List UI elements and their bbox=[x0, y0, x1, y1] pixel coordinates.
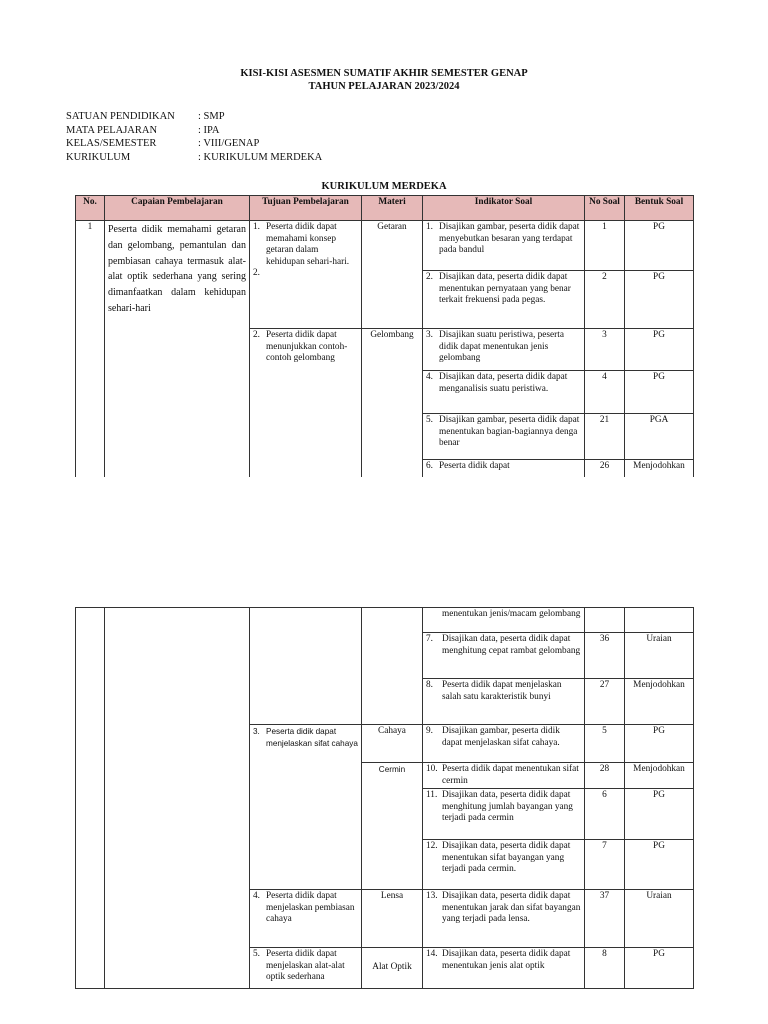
meta-label: MATA PELAJARAN bbox=[66, 124, 158, 136]
row-number-continued bbox=[76, 608, 105, 989]
indikator-cell: 4. Disajikan data, peserta didik dapat menganalisis suatu peristiwa. bbox=[423, 371, 585, 414]
no-soal-cell: 6 bbox=[585, 789, 625, 840]
bentuk-soal-cell: PG bbox=[625, 789, 694, 840]
indikator-cell: 7. Disajikan data, peserta didik dapat menghitung cepat rambat gelombang bbox=[423, 633, 585, 679]
meta-label: SATUAN PENDIDIKAN bbox=[66, 111, 175, 122]
indikator-cell: 10. Peserta didik dapat menentukan sifat cermin bbox=[423, 763, 585, 789]
identity-block bbox=[66, 110, 322, 164]
no-soal-cell: 37 bbox=[585, 890, 625, 948]
tujuan-item: 2. Peserta didik dapat menunjukkan contoh-contoh gelombang bbox=[253, 330, 348, 364]
meta-row bbox=[66, 137, 322, 151]
kisi-kisi-table-page-2 bbox=[75, 607, 694, 989]
no-soal-cell: 27 bbox=[585, 679, 625, 725]
header-bentuk: Bentuk Soal bbox=[625, 196, 694, 221]
indikator-cell: 13. Disajikan data, peserta didik dapat menentukan jarak dan sifat bayangan yang terjadi pada lensa. bbox=[423, 890, 585, 948]
bentuk-soal-cell: Uraian bbox=[625, 890, 694, 948]
bentuk-soal-cell: PG bbox=[625, 271, 694, 329]
meta-label: KELAS/SEMESTER bbox=[66, 138, 157, 149]
capaian-cell: Peserta didik memahami getaran dan gelombang, pemantulan dan pembiasan cahaya termasuk alat- alat optik sederhana yang sering dimanfaatkan dalam kehidupan sehari-hari bbox=[105, 221, 250, 477]
table-header-row bbox=[76, 196, 694, 221]
indikator-cell: 1. Disajikan gambar, peserta didik dapat menyebutkan besaran yang terdapat pada bandul bbox=[423, 221, 585, 271]
tujuan-cell bbox=[250, 725, 362, 890]
kisi-kisi-table-page-1 bbox=[75, 195, 694, 477]
indikator-cell: 3. Disajikan suatu peristiwa, peserta didik dapat menentukan jenis gelombang bbox=[423, 329, 585, 371]
bentuk-soal-cell: Menjodohkan bbox=[625, 679, 694, 725]
no-soal-cell bbox=[585, 608, 625, 633]
meta-value: : KURIKULUM MERDEKA bbox=[198, 151, 323, 163]
meta-value: : VIII/GENAP bbox=[198, 138, 260, 149]
tujuan-cell bbox=[250, 329, 362, 477]
materi-cell-continued bbox=[362, 608, 423, 725]
materi-cell: Cahaya bbox=[362, 725, 423, 763]
header-capaian: Capaian Pembelajaran bbox=[105, 196, 250, 221]
document-title: KISI-KISI ASESMEN SUMATIF AKHIR SEMESTER GENAP bbox=[240, 68, 528, 79]
bentuk-soal-cell: Menjodohkan bbox=[625, 460, 694, 477]
bentuk-soal-cell: PG bbox=[625, 840, 694, 890]
tujuan-cell-continued bbox=[250, 608, 362, 725]
tujuan-item: 1. Peserta didik dapat memahami konsep getaran dalam kehidupan sehari-hari. bbox=[253, 222, 350, 267]
indikator-cell: 5. Disajikan gambar, peserta didik dapat menentukan bagian-bagiannya denga benar bbox=[423, 414, 585, 460]
meta-value: : IPA bbox=[198, 124, 220, 136]
bentuk-soal-cell: PG bbox=[625, 725, 694, 763]
materi-cell: Alat Optik bbox=[362, 948, 423, 989]
header-no: No. bbox=[76, 196, 105, 221]
bentuk-soal-cell: Menjodohkan bbox=[625, 763, 694, 789]
no-soal-cell: 36 bbox=[585, 633, 625, 679]
materi-cell: Cermin bbox=[362, 763, 423, 890]
bentuk-soal-cell: PG bbox=[625, 371, 694, 414]
meta-label: KURIKULUM bbox=[66, 151, 131, 163]
indikator-cell: menentukan jenis/macam gelombang bbox=[423, 608, 585, 633]
header-tujuan: Tujuan Pembelajaran bbox=[250, 196, 362, 221]
bentuk-soal-cell bbox=[625, 608, 694, 633]
meta-value: : SMP bbox=[198, 111, 225, 122]
bentuk-soal-cell: PG bbox=[625, 221, 694, 271]
bentuk-soal-cell: PG bbox=[625, 329, 694, 371]
no-soal-cell: 5 bbox=[585, 725, 625, 763]
document-year: TAHUN PELAJARAN 2023/2024 bbox=[308, 81, 460, 92]
no-soal-cell: 28 bbox=[585, 763, 625, 789]
materi-cell: Getaran bbox=[362, 221, 423, 329]
materi-cell: Gelombang bbox=[362, 329, 423, 477]
table-row bbox=[76, 221, 694, 271]
indikator-cell: 12. Disajikan data, peserta didik dapat menentukan sifat bayangan yang terjadi pada cermin. bbox=[423, 840, 585, 890]
no-soal-cell: 1 bbox=[585, 221, 625, 271]
indikator-cell: 9. Disajikan gambar, peserta didik dapat menjelaskan sifat cahaya. bbox=[423, 725, 585, 763]
tujuan-item: 4. Peserta didik dapat menjelaskan pembiasan cahaya bbox=[253, 891, 355, 925]
meta-row bbox=[66, 151, 322, 165]
no-soal-cell: 21 bbox=[585, 414, 625, 460]
capaian-cell-continued bbox=[105, 608, 250, 989]
tujuan-cell bbox=[250, 890, 362, 948]
section-title: KURIKULUM MERDEKA bbox=[321, 181, 447, 192]
no-soal-cell: 4 bbox=[585, 371, 625, 414]
no-soal-cell: 8 bbox=[585, 948, 625, 989]
bentuk-soal-cell: Uraian bbox=[625, 633, 694, 679]
header-materi: Materi bbox=[362, 196, 423, 221]
indikator-cell: 8. Peserta didik dapat menjelaskan salah satu karakteristik bunyi bbox=[423, 679, 585, 725]
indikator-cell: 6. Peserta didik dapat bbox=[423, 460, 585, 477]
no-soal-cell: 2 bbox=[585, 271, 625, 329]
bentuk-soal-cell: PG bbox=[625, 948, 694, 989]
indikator-cell: 14. Disajikan data, peserta didik dapat menentukan jenis alat optik bbox=[423, 948, 585, 989]
header-no-soal: No Soal bbox=[585, 196, 625, 221]
tujuan-cell bbox=[250, 948, 362, 989]
no-soal-cell: 3 bbox=[585, 329, 625, 371]
tujuan-item: 2. bbox=[253, 268, 260, 279]
no-soal-cell: 7 bbox=[585, 840, 625, 890]
header-indikator: Indikator Soal bbox=[423, 196, 585, 221]
tujuan-cell bbox=[250, 221, 362, 329]
indikator-cell: 2. Disajikan data, peserta didik dapat menentukan pernyataan yang benar terkait frekuensi pada pegas. bbox=[423, 271, 585, 329]
tujuan-item: 5. Peserta didik dapat menjelaskan alat-alat optik sederhana bbox=[253, 949, 345, 983]
meta-row bbox=[66, 124, 322, 138]
indikator-cell: 11. Disajikan data, peserta didik dapat menghitung jumlah bayangan yang terjadi pada cermin bbox=[423, 789, 585, 840]
table-row bbox=[76, 608, 694, 633]
no-soal-cell: 26 bbox=[585, 460, 625, 477]
tujuan-item: 3. Peserta didik dapat menjelaskan sifat cahaya bbox=[253, 727, 358, 748]
bentuk-soal-cell: PGA bbox=[625, 414, 694, 460]
row-number: 1 bbox=[76, 221, 105, 477]
meta-row bbox=[66, 110, 322, 124]
materi-cell: Lensa bbox=[362, 890, 423, 948]
